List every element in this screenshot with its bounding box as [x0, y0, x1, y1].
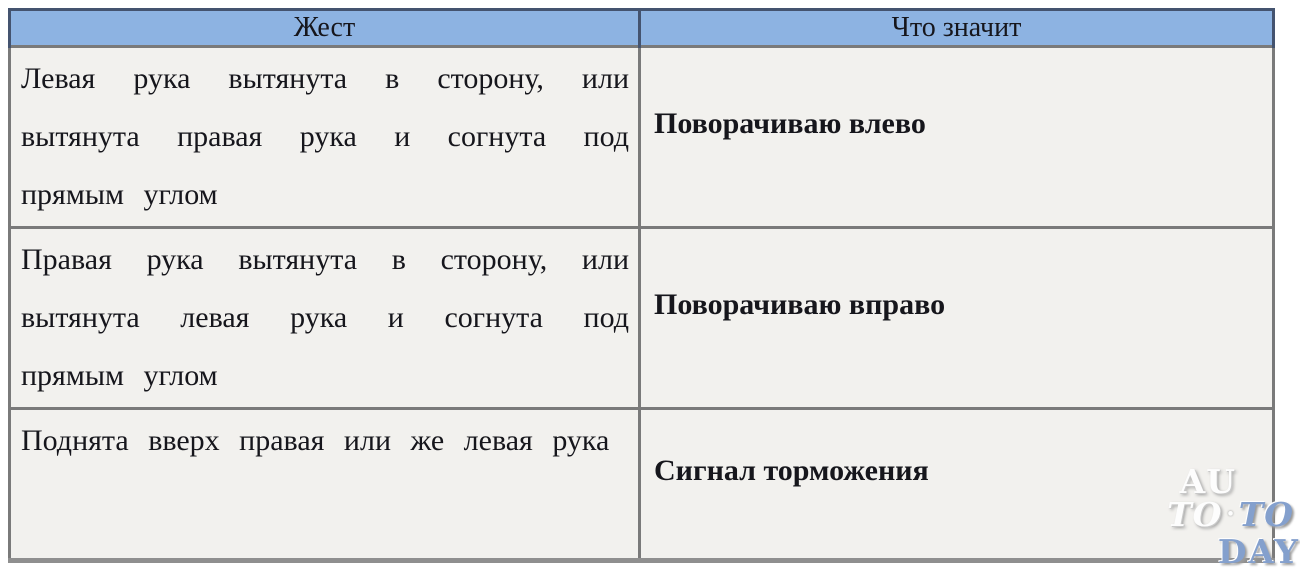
- column-header-meaning: Что значит: [640, 10, 1274, 47]
- column-header-gesture: Жест: [10, 10, 640, 47]
- watermark-text-au: AU: [1179, 462, 1236, 501]
- table-row: [10, 228, 1274, 409]
- watermark-text-to-white: TO: [1167, 495, 1223, 534]
- meaning-cell-braking: Сигнал торможения: [640, 409, 1274, 561]
- gesture-cell-turn-left: Левая рука вытянута в сторону, или вытянута правая рука и согнута под прямым углом: [10, 47, 640, 228]
- meaning-cell-turn-left: Поворачиваю влево: [640, 47, 1274, 228]
- gesture-cell-braking: Поднята вверх правая или же левая рука: [10, 409, 640, 561]
- watermark-dot-icon: •: [1226, 507, 1236, 522]
- watermark-text-to-blue: TO: [1238, 495, 1294, 534]
- table-row: [10, 47, 1274, 228]
- meaning-cell-turn-right: Поворачиваю вправо: [640, 228, 1274, 409]
- table-row: [10, 409, 1274, 561]
- watermark-text-day: DAY: [1217, 532, 1300, 571]
- gesture-cell-turn-right: Правая рука вытянута в сторону, или вытянута левая рука и согнута под прямым углом: [10, 228, 640, 409]
- hand-signals-table: [8, 8, 1275, 563]
- header-row: [10, 10, 1274, 47]
